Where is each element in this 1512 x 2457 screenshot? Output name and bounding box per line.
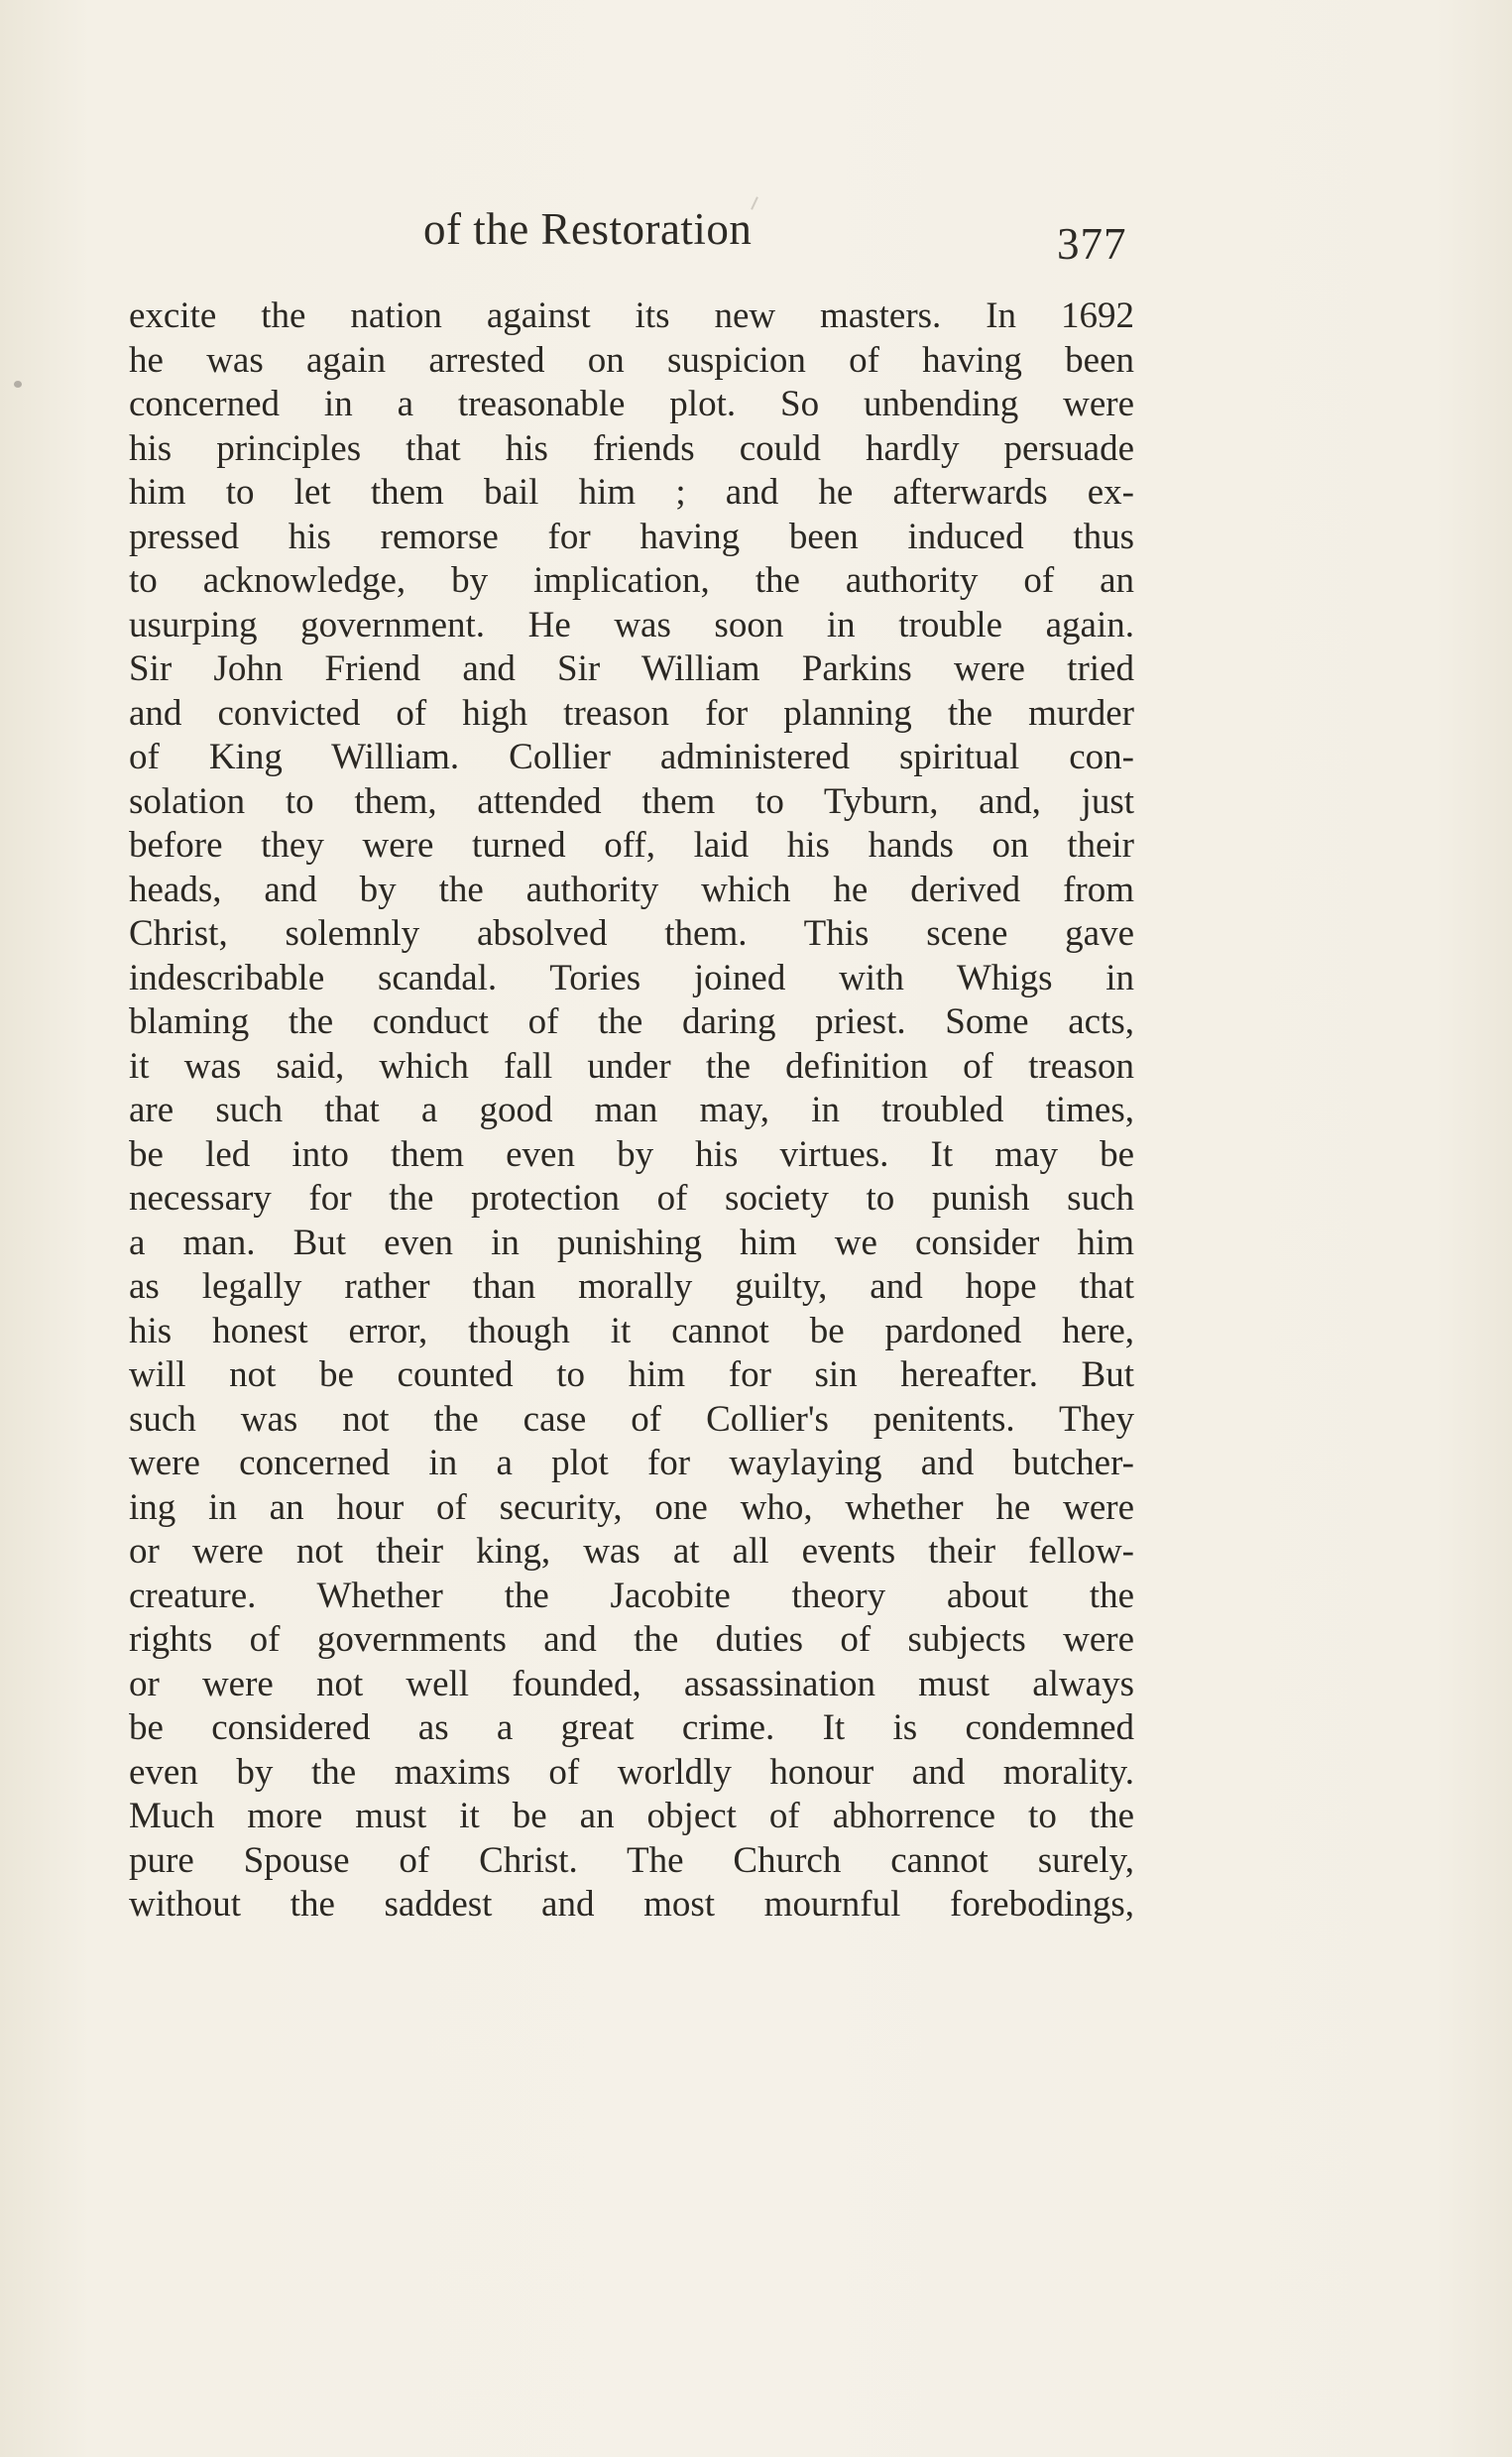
text-line: are such that a good man may, in troubled times, (129, 1090, 1134, 1130)
text-line: it was said, which fall under the definition of treason (129, 1045, 1134, 1087)
text-line: his principles that his friends could hardly persuade (129, 427, 1134, 469)
text-line: necessary for the protection of society to punish such (129, 1178, 1134, 1219)
text-line: of King William. Collier administered spiritual con- (129, 737, 1134, 777)
body-text (129, 294, 1134, 1928)
text-line: him to let them bail him ; and he afterwards ex- (129, 472, 1134, 513)
running-title: of the Restoration (423, 204, 753, 254)
text-line: ing in an hour of security, one who, whether he were (129, 1486, 1134, 1528)
text-line: were concerned in a plot for waylaying and butcher- (129, 1443, 1134, 1483)
text-line: pressed his remorse for having been induced thus (129, 516, 1134, 557)
text-line: he was again arrested on suspicion of having been (129, 339, 1134, 381)
text-line: indescribable scandal. Tories joined with Whigs in (129, 957, 1134, 998)
text-line: before they were turned off, laid his hands on their (129, 825, 1134, 866)
text-line: even by the maxims of worldly honour and morality. (129, 1751, 1134, 1793)
paper-fleck (14, 381, 22, 388)
text-line: pure Spouse of Christ. The Church cannot surely, (129, 1839, 1134, 1881)
page-number: 377 (1057, 219, 1127, 269)
text-line: such was not the case of Collier's penitents. They (129, 1398, 1134, 1440)
text-line: be led into them even by his virtues. It may be (129, 1133, 1134, 1175)
text-line: his honest error, though it cannot be pardoned here, (129, 1310, 1134, 1351)
text-line: to acknowledge, by implication, the authority of an (129, 560, 1134, 601)
text-line: usurping government. He was soon in trouble again. (129, 604, 1134, 645)
text-line: without the saddest and most mournful forebodings, (129, 1884, 1134, 1925)
text-line: blaming the conduct of the daring priest. Some acts, (129, 1001, 1134, 1042)
text-line: will not be counted to him for sin hereafter. But (129, 1354, 1134, 1395)
text-line: solation to them, attended them to Tyburn, and, just (129, 780, 1134, 822)
text-line: concerned in a treasonable plot. So unbending were (129, 384, 1134, 424)
text-line: Christ, solemnly absolved them. This scene gave (129, 913, 1134, 954)
text-line: a man. But even in punishing him we consider him (129, 1222, 1134, 1263)
text-line: Sir John Friend and Sir William Parkins were tried (129, 648, 1134, 689)
text-line: be considered as a great crime. It is condemned (129, 1707, 1134, 1748)
text-line: or were not their king, was at all events their fellow- (129, 1531, 1134, 1572)
text-line: and convicted of high treason for planning the murder (129, 692, 1134, 734)
text-line: as legally rather than morally guilty, and hope that (129, 1266, 1134, 1307)
text-line: excite the nation against its new masters. In 1692 (129, 295, 1134, 336)
text-line: Much more must it be an object of abhorrence to the (129, 1796, 1134, 1836)
text-line: heads, and by the authority which he derived from (129, 869, 1134, 910)
text-line: rights of governments and the duties of subjects were (129, 1619, 1134, 1660)
text-line: creature. Whether the Jacobite theory about the (129, 1575, 1134, 1616)
text-line: or were not well founded, assassination must always (129, 1663, 1134, 1704)
